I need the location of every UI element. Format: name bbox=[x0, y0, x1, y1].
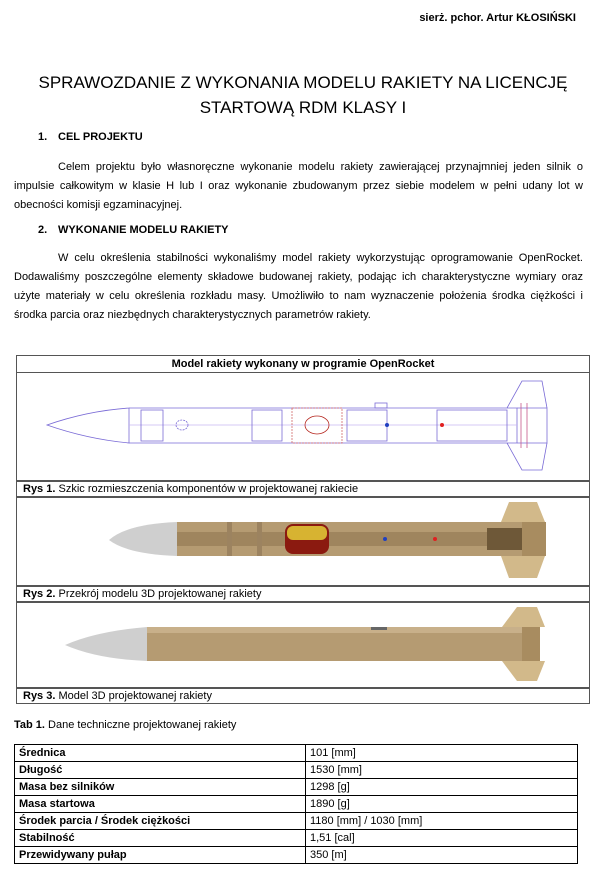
cg-marker-3d bbox=[383, 537, 387, 541]
cp-marker bbox=[440, 423, 444, 427]
figure-1-label: Rys 1. bbox=[23, 483, 56, 495]
section-2-heading bbox=[38, 224, 229, 236]
figure-1-sketch bbox=[16, 372, 590, 481]
rocket-cross-section-drawing bbox=[17, 498, 589, 585]
spec-key: Długość bbox=[15, 762, 306, 779]
spec-value: 350 [m] bbox=[306, 847, 578, 864]
figure-3-caption-text: Model 3D projektowanej rakiety bbox=[58, 690, 212, 702]
table-row bbox=[15, 745, 578, 762]
table-row bbox=[15, 830, 578, 847]
spec-value: 1530 [mm] bbox=[306, 762, 578, 779]
spec-key: Średnica bbox=[15, 745, 306, 762]
spec-value: 101 [mm] bbox=[306, 745, 578, 762]
rocket-3d-drawing bbox=[17, 603, 589, 687]
section-2-title: WYKONANIE MODELU RAKIETY bbox=[58, 224, 229, 236]
spec-value: 1,51 [cal] bbox=[306, 830, 578, 847]
spec-key: Stabilność bbox=[15, 830, 306, 847]
figures-header: Model rakiety wykonany w programie OpenRocket bbox=[16, 355, 590, 373]
table-row bbox=[15, 779, 578, 796]
spec-table bbox=[14, 744, 578, 864]
page-title bbox=[20, 70, 586, 120]
figure-2-cross-section bbox=[16, 497, 590, 586]
figure-3-label: Rys 3. bbox=[23, 690, 56, 702]
table-row bbox=[15, 813, 578, 830]
title-line-1: SPRAWOZDANIE Z WYKONANIA MODELU RAKIETY NA LICENCJĘ bbox=[38, 73, 568, 92]
cg-marker bbox=[385, 423, 389, 427]
section-1-number: 1. bbox=[38, 131, 48, 143]
figure-3-model bbox=[16, 602, 590, 688]
section-1-body: Celem projektu było własnoręczne wykonanie modelu rakiety zawierającej przynajmniej jeden silnik o impulsie całkowitym w klasie H lub I oraz wykonanie zbudowanym przez siebie modelem w pełni udany lot w obecności komisji egzaminacyjnej. bbox=[14, 161, 583, 211]
author-name: sierż. pchor. Artur KŁOSIŃSKI bbox=[419, 12, 576, 24]
table-caption bbox=[14, 719, 236, 731]
section-2-body: W celu określenia stabilności wykonaliśmy model rakiety wykorzystując oprogramowanie OpenRocket. Dodawaliśmy poszczególne elementy składowe budowanej rakiety, podając ich charakterystyczne wymiary oraz użyte materiały w celu określenia rozkładu masy. Umożliwiło to nam wyznaczenie położenia środka ciężkości i środka parcia oraz niezbędnych charakterystycznych parametrów rakiety. bbox=[14, 252, 583, 321]
table-caption-text: Dane techniczne projektowanej rakiety bbox=[48, 719, 237, 731]
table-row bbox=[15, 847, 578, 864]
spec-key: Masa bez silników bbox=[15, 779, 306, 796]
cp-marker-3d bbox=[433, 537, 437, 541]
spec-key: Przewidywany pułap bbox=[15, 847, 306, 864]
figure-2-label: Rys 2. bbox=[23, 588, 56, 600]
table-label: Tab 1. bbox=[14, 719, 45, 731]
figure-3-caption bbox=[16, 688, 590, 704]
figure-1-caption bbox=[16, 481, 590, 497]
section-1-title: CEL PROJEKTU bbox=[58, 131, 143, 143]
rocket-sketch-drawing bbox=[17, 373, 589, 480]
spec-value: 1298 [g] bbox=[306, 779, 578, 796]
spec-value: 1180 [mm] / 1030 [mm] bbox=[306, 813, 578, 830]
section-1-heading bbox=[38, 131, 143, 143]
section-2-number: 2. bbox=[38, 224, 48, 236]
spec-key: Środek parcia / Środek ciężkości bbox=[15, 813, 306, 830]
spec-value: 1890 [g] bbox=[306, 796, 578, 813]
table-row bbox=[15, 762, 578, 779]
table-row bbox=[15, 796, 578, 813]
figure-1-caption-text: Szkic rozmieszczenia komponentów w projektowanej rakiecie bbox=[58, 483, 359, 495]
figure-2-caption bbox=[16, 586, 590, 602]
title-line-2: STARTOWĄ RDM KLASY I bbox=[199, 98, 407, 117]
figure-2-caption-text: Przekrój modelu 3D projektowanej rakiety bbox=[58, 588, 262, 600]
spec-key: Masa startowa bbox=[15, 796, 306, 813]
